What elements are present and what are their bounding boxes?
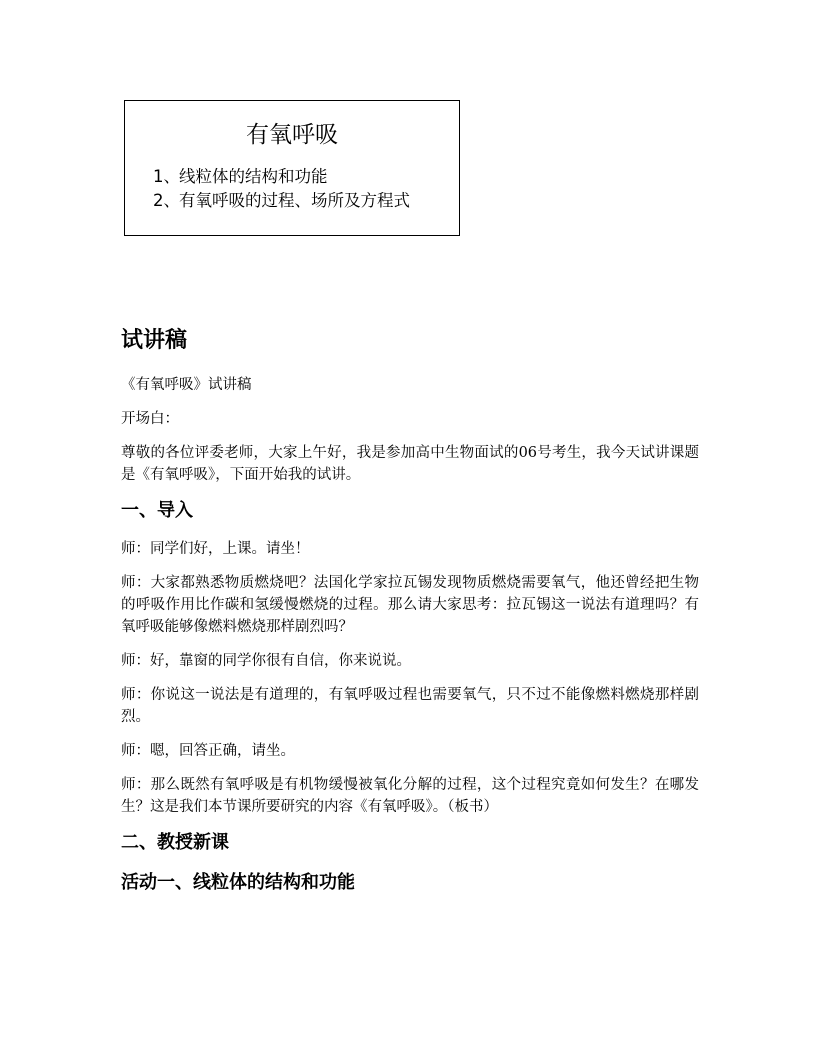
document-subtitle: 《有氧呼吸》试讲稿 xyxy=(121,377,252,393)
document-heading: 试讲稿 xyxy=(121,328,188,353)
dialogue-paragraph: 师：同学们好，上课。请坐！ xyxy=(121,541,310,557)
board-outline-item xyxy=(153,165,410,189)
dialogue-paragraph: 师：你说这一说法是有道理的，有氧呼吸过程也需要氧气，只不过不能像燃料燃烧那样剧烈。 xyxy=(121,687,699,725)
board-item-text: 线粒体的结构和功能 xyxy=(179,167,328,186)
board-item-number: 1、 xyxy=(153,167,180,186)
board-item-text: 有氧呼吸的过程、场所及方程式 xyxy=(179,191,410,210)
dialogue-paragraph: 师：大家都熟悉物质燃烧吧？法国化学家拉瓦锡发现物质燃烧需要氧气，他还曾经把生物的呼吸作用比作碳和氢缓慢燃烧的过程。那么请大家思考：拉瓦锡这一说法有道理吗？有氧呼吸能够像燃料燃烧那样剧烈吗？ xyxy=(121,575,699,635)
section-title-introduction: 一、导入 xyxy=(121,500,193,521)
board-outline-item xyxy=(153,189,410,213)
document-body xyxy=(121,326,699,910)
activity-title: 活动一、线粒体的结构和功能 xyxy=(121,872,355,893)
dialogue-paragraph: 师：嗯，回答正确，请坐。 xyxy=(121,743,295,759)
board-title: 有氧呼吸 xyxy=(246,122,338,148)
board-item-number: 2、 xyxy=(153,191,180,210)
blackboard-outline-box xyxy=(124,100,460,236)
opening-paragraph: 尊敬的各位评委老师，大家上午好，我是参加高中生物面试的06号考生，我今天试讲课题是《有氧呼吸》，下面开始我的试讲。 xyxy=(121,445,699,483)
dialogue-paragraph: 师：那么既然有氧呼吸是有机物缓慢被氧化分解的过程，这个过程究竟如何发生？在哪发生？这是我们本节课所要研究的内容《有氧呼吸》。（板书） xyxy=(121,777,699,815)
section-title-new-lesson: 二、教授新课 xyxy=(121,832,229,853)
opening-label: 开场白： xyxy=(121,411,179,427)
board-outline-list xyxy=(153,165,410,213)
dialogue-paragraph: 师：好，靠窗的同学你很有自信，你来说说。 xyxy=(121,653,411,669)
